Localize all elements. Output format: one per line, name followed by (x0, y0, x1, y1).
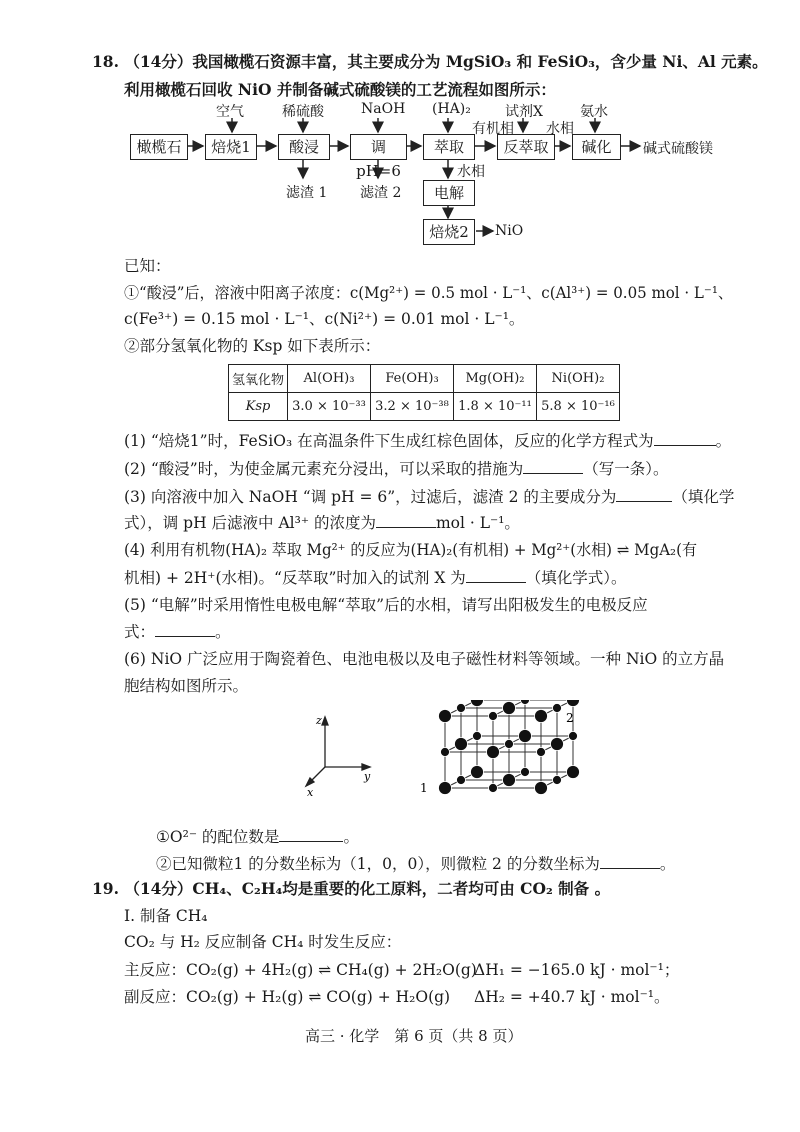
sub-q3 (124, 486, 734, 507)
oxide-ion (439, 710, 452, 723)
nickel-ion (553, 704, 562, 713)
flow-input-dilute-h2so4: 稀硫酸 (282, 104, 324, 120)
sub-q6-cont: 胞结构如图所示。 (124, 677, 249, 695)
nickel-ion (521, 700, 530, 705)
flow-box-adjust-ph: 调pH=6 (350, 134, 407, 160)
period: 。 (715, 432, 732, 450)
nickel-ion (537, 748, 546, 757)
flow-output-basic-mgso4: 碱式硫酸镁 (643, 141, 713, 157)
oxide-ion (487, 746, 500, 759)
sub-q1 (124, 430, 731, 451)
sub-q1-text: (1) “焙烧1”时，FeSiO₃ 在高温条件下生成红棕色固体，反应的化学方程式为 (124, 432, 654, 450)
flow-box-back-extraction: 反萃取 (497, 134, 555, 160)
sub-q4-text2: 机相) + 2H⁺(水相)。“反萃取”时加入的试剂 X 为 (124, 569, 466, 587)
flow-box-roast2: 焙烧2 (423, 219, 475, 245)
q19-header: 19. （14分）CH₄、C₂H₄均是重要的化工原料，二者均可由 CO₂ 制备 。 (92, 879, 611, 898)
table-header-cell: 氢氧化物 (229, 365, 288, 393)
answer-blank (600, 853, 660, 869)
oxide-ion (567, 766, 580, 779)
sub-q4-cont (124, 567, 627, 588)
flow-box-extraction: 萃取 (423, 134, 475, 160)
sub-q3-cont (124, 512, 520, 533)
sub-q6: (6) NiO 广泛应用于陶瓷着色、电池电极以及电子磁性材料等领域。一种 NiO 的立方晶 (124, 650, 725, 668)
period: 。 (215, 623, 231, 641)
flow-box-acid-leach: 酸浸 (278, 134, 330, 160)
nickel-ion (457, 704, 466, 713)
oxide-ion (503, 702, 516, 715)
flow-output-residue1: 滤渣 1 (286, 185, 328, 201)
page-footer: 高三 · 化学 第 6 页（共 8 页） (305, 1027, 523, 1045)
oxide-ion (471, 766, 484, 779)
axes-figure (300, 712, 390, 802)
q18-header: 18. （14分）我国橄榄石资源丰富，其主要成分为 MgSiO₃ 和 FeSiO₃，含少量 Ni、Al 元素。 (92, 52, 768, 71)
q19-part1: Ⅰ. 制备 CH₄ (124, 907, 208, 925)
sub-q6-1 (156, 826, 359, 847)
sub-q2-text: (2) “酸浸”时，为使金属元素充分浸出，可以采取的措施为 (124, 460, 524, 478)
nickel-ion (489, 784, 498, 793)
sub-q6-1-text: ①O²⁻ 的配位数是 (156, 828, 280, 846)
oxide-ion (471, 700, 484, 707)
table-header-cell: Fe(OH)₃ (371, 365, 454, 393)
flow-input-reagent-x: 试剂X (505, 104, 543, 120)
nickel-ion (521, 768, 530, 777)
table-row (229, 393, 620, 421)
flow-input-naoh: NaOH (361, 101, 406, 117)
table-header-cell: Al(OH)₃ (288, 365, 371, 393)
answer-blank (279, 826, 343, 842)
ksp-table (228, 364, 620, 421)
table-header-cell: Mg(OH)₂ (454, 365, 537, 393)
flow-diagram-arrows (0, 0, 800, 260)
flow-label-organic: 有机相 (472, 121, 514, 137)
q19-intro: CO₂ 与 H₂ 反应制备 CH₄ 时发生反应： (124, 933, 402, 951)
q19-side-dh: ΔH₂ = +40.7 kJ · mol⁻¹。 (474, 988, 670, 1006)
q18-intro: 利用橄榄石回收 NiO 并制备碱式硫酸镁的工艺流程如图所示： (124, 80, 556, 99)
nickel-ion (505, 740, 514, 749)
oxide-ion (535, 782, 548, 795)
q19-side-reaction: 副反应：CO₂(g) + H₂(g) ⇌ CO(g) + H₂O(g) (124, 988, 451, 1006)
sub-q2 (124, 458, 669, 479)
answer-blank (376, 512, 436, 528)
axis-label-z: z (316, 714, 322, 727)
answer-blank (155, 621, 215, 637)
oxide-ion (551, 738, 564, 751)
nickel-ion (569, 732, 578, 741)
answer-blank (654, 430, 716, 446)
flow-box-electrolysis: 电解 (423, 180, 475, 206)
known-1a: ①“酸浸”后，溶液中阳离子浓度：c(Mg²⁺) = 0.5 mol · L⁻¹、c(Al³⁺) = 0.05 mol · L⁻¹、 (124, 284, 733, 302)
nickel-ion (473, 732, 482, 741)
flow-label-aqueous: 水相 (546, 121, 574, 137)
sub-q4: (4) 利用有机物(HA)₂ 萃取 Mg²⁺ 的反应为(HA)₂(有机相) + Mg²⁺(水相) ⇌ MgA₂(有 (124, 541, 697, 559)
q19-main-dh: ΔH₁ = −165.0 kJ · mol⁻¹； (474, 961, 680, 979)
flow-output-residue2: 滤渣 2 (360, 185, 402, 201)
nickel-ion (553, 776, 562, 785)
table-cell: 5.8 × 10⁻¹⁶ (537, 393, 620, 421)
sub-q6-2-text: ②已知微粒1 的分数坐标为（1，0，0），则微粒 2 的分数坐标为 (156, 855, 600, 873)
flow-box-roast1: 焙烧1 (205, 134, 257, 160)
sub-q3-text: (3) 向溶液中加入 NaOH “调 pH = 6”，过滤后，滤渣 2 的主要成分为 (124, 488, 617, 506)
flow-output-nio: NiO (495, 223, 524, 239)
oxide-ion (439, 782, 452, 795)
flow-box-alkalization: 碱化 (572, 134, 621, 160)
sub-q5-cont (124, 621, 231, 642)
sub-q6-2 (156, 853, 675, 874)
nickel-ion (457, 776, 466, 785)
known-1b: c(Fe³⁺) = 0.15 mol · L⁻¹、c(Ni²⁺) = 0.01 mol · L⁻¹。 (124, 310, 525, 328)
table-row-label: Ksp (229, 393, 288, 421)
oxide-ion (455, 738, 468, 751)
sub-q3-tail: （填化学 (672, 488, 735, 506)
oxide-ion (519, 730, 532, 743)
known-title: 已知： (124, 257, 171, 275)
sub-q3-text2: 式），调 pH 后滤液中 Al³⁺ 的浓度为 (124, 514, 376, 532)
nickel-ion (489, 712, 498, 721)
answer-blank (616, 486, 672, 502)
particle-label-1: 1 (420, 781, 428, 795)
answer-blank (466, 567, 526, 583)
answer-blank (523, 458, 583, 474)
flow-label-aqueous-2: 水相 (457, 164, 485, 180)
table-cell: 3.2 × 10⁻³⁸ (371, 393, 454, 421)
flow-box-olivine: 橄榄石 (130, 134, 188, 160)
period: 。 (659, 855, 676, 873)
nickel-ion (441, 748, 450, 757)
table-header-cell: Ni(OH)₂ (537, 365, 620, 393)
oxide-ion (567, 700, 580, 707)
flow-input-ha2: (HA)₂ (432, 101, 471, 117)
table-cell: 3.0 × 10⁻³³ (288, 393, 371, 421)
sub-q3-unit: mol · L⁻¹。 (435, 514, 520, 532)
sub-q4-tail: （填化学式）。 (525, 569, 627, 587)
oxide-ion (535, 710, 548, 723)
sub-q5-text2: 式： (124, 623, 156, 641)
axis-label-x: x (307, 786, 314, 799)
axis-label-y: y (364, 770, 371, 783)
table-cell: 1.8 × 10⁻¹¹ (454, 393, 537, 421)
particle-label-2: 2 (566, 711, 574, 725)
q19-main-reaction: 主反应：CO₂(g) + 4H₂(g) ⇌ CH₄(g) + 2H₂O(g) (124, 961, 477, 979)
oxide-ion (503, 774, 516, 787)
nio-crystal-cell (420, 700, 590, 810)
flow-input-air: 空气 (216, 104, 244, 120)
known-2: ②部分氢氧化物的 Ksp 如下表所示： (124, 337, 381, 355)
sub-q5: (5) “电解”时采用惰性电极电解“萃取”后的水相，请写出阳极发生的电极反应 (124, 596, 648, 614)
flow-input-ammonia: 氨水 (580, 104, 608, 120)
table-row (229, 365, 620, 393)
sub-q2-tail: （写一条）。 (583, 460, 669, 478)
period: 。 (343, 828, 359, 846)
